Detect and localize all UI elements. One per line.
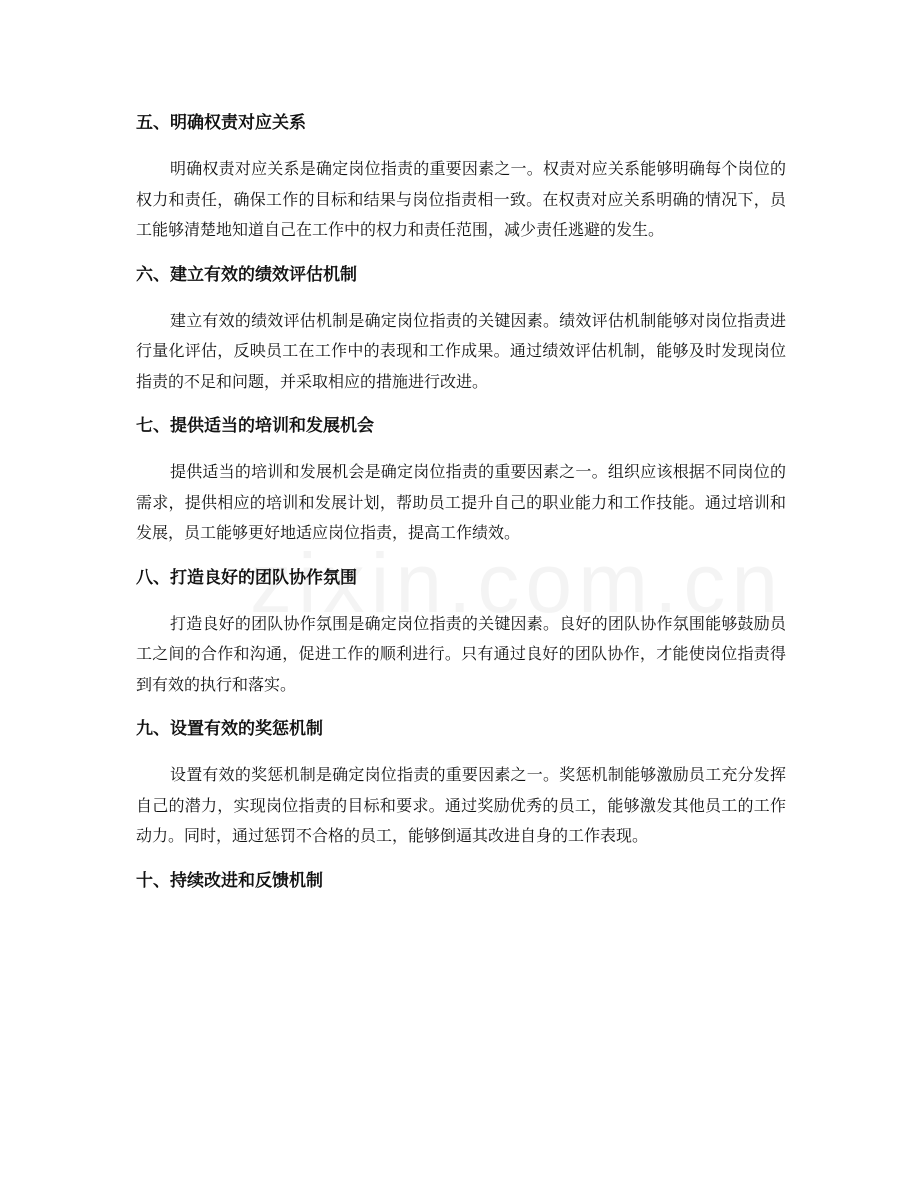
section-heading-9: 九、设置有效的奖惩机制: [136, 719, 323, 739]
section-heading-5: 五、明确权责对应关系: [136, 113, 306, 133]
document-content: [136, 108, 786, 896]
section-body-5: 明确权责对应关系是确定岗位指责的重要因素之一。权责对应关系能够明确每个岗位的权力和责任，确保工作的目标和结果与岗位指责相一致。在权责对应关系明确的情况下，员工能够清楚地知道自己在工作中的权力和责任范围，减少责任逃避的发生。: [136, 159, 786, 239]
section-body-9: 设置有效的奖惩机制是确定岗位指责的重要因素之一。奖惩机制能够激励员工充分发挥自己的潜力，实现岗位指责的目标和要求。通过奖励优秀的员工，能够激发其他员工的工作动力。同时，通过惩罚不合格的员工，能够倒逼其改进自身的工作表现。: [136, 765, 786, 845]
section-heading-10: 十、持续改进和反馈机制: [136, 870, 323, 891]
section-heading-7: 七、提供适当的培训和发展机会: [136, 416, 374, 436]
section-heading-6: 六、建立有效的绩效评估机制: [136, 264, 357, 285]
section-body-7: 提供适当的培训和发展机会是确定岗位指责的重要因素之一。组织应该根据不同岗位的需求，提供相应的培训和发展计划，帮助员工提升自己的职业能力和工作技能。通过培训和发展，员工能够更好地适应岗位指责，提高工作绩效。: [136, 462, 786, 542]
section-body-8: 打造良好的团队协作氛围是确定岗位指责的关键因素。良好的团队协作氛围能够鼓励员工之间的合作和沟通，促进工作的顺利进行。只有通过良好的团队协作，才能使岗位指责得到有效的执行和落实。: [136, 613, 786, 694]
section-heading-8: 八、打造良好的团队协作氛围: [136, 567, 357, 588]
section-body-6: 建立有效的绩效评估机制是确定岗位指责的关键因素。绩效评估机制能够对岗位指责进行量化评估，反映员工在工作中的表现和工作成果。通过绩效评估机制，能够及时发现岗位指责的不足和问题，并采取相应的措施进行改进。: [136, 310, 786, 391]
